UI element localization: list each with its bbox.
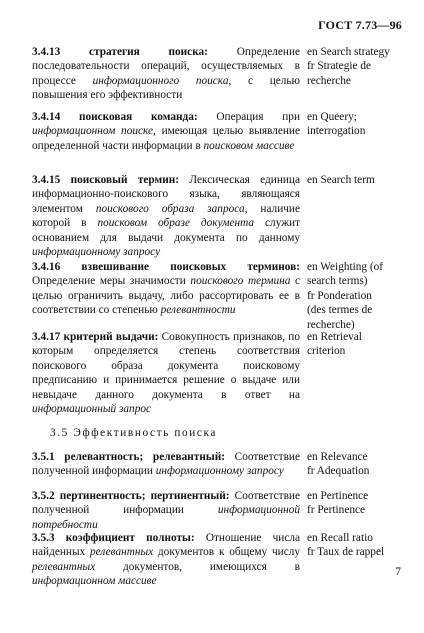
term-reference: релевантных (32, 560, 96, 573)
term-reference: релевантности (160, 304, 236, 317)
equivalent-line: interrogation (307, 125, 366, 138)
term-definition: 3.4.15 поисковый термин: Лексическая единица информационно-поискового языка, являющаяся элементом поискового образа запроса, наличие которой в поисковом образе документа служит основанием для выдачи документа по данному информационному запросу (32, 174, 300, 259)
term-reference: поисковом образе документа (97, 217, 255, 230)
term-definition: 3.4.13 стратегия поиска: Определение последовательности операций, осуществляемых в процессе информационного поиска, с целью повышения его эффективности (32, 46, 300, 102)
equivalent-line: en Recall ratio (307, 532, 373, 544)
equivalent-line: en Weighting (of (307, 261, 384, 273)
term-heading: 3.5.2 пертинентность; пертинентный: (32, 490, 230, 502)
term-definition: 3.5.1 релевантность; релевантный: Соответствие полученной информации информационному запросу (32, 451, 300, 478)
equivalent-line: recherche (307, 74, 351, 87)
page-number: 7 (395, 566, 401, 578)
term-reference: информационному запросу (155, 465, 284, 478)
equivalent-line: fr Adequation (307, 465, 370, 478)
term-reference: информационном поиске (32, 125, 154, 138)
equivalent-line: search terms) (307, 275, 368, 288)
term-heading: 3.4.14 поисковая команда: (32, 111, 198, 123)
foreign-equivalents (307, 531, 413, 560)
term-reference: поисковом массиве (203, 139, 295, 152)
term-reference: информационной потребности (32, 504, 300, 531)
equivalent-line: fr Strategie de (307, 60, 371, 73)
document-header: ГОСТ 7.73—96 (318, 18, 402, 32)
term-definition: 3.4.17 критерий выдачи: Совокупность признаков, по которым определяется степень соответствия поискового образа документа поисковому предписанию и принимается решение о выдаче или невыдаче данного документа в ответ на информационный запрос (32, 331, 301, 416)
term-reference: информационного поиска (92, 74, 229, 87)
term-reference: релевантных (90, 546, 154, 559)
term-definition: 3.4.16 взвешивание поисковых терминов: Определение меры значимости поискового термина с целью ограничить выдачу, либо рассортировать ее в соответствии со степенью релевантности (32, 261, 301, 317)
foreign-equivalents (307, 173, 413, 187)
equivalent-line: en Search strategy (307, 46, 390, 58)
foreign-equivalents (307, 330, 413, 359)
equivalent-line: fr Ponderation (307, 289, 372, 302)
term-reference: поискового термина (190, 275, 291, 288)
term-reference: информационному запросу (32, 246, 161, 259)
equivalent-line: en Relevance (307, 451, 368, 463)
foreign-equivalents (307, 260, 413, 332)
foreign-equivalents (307, 110, 413, 139)
section-heading: 3.5 Эффективность поиска (50, 427, 218, 439)
term-reference: информационном массиве (32, 575, 157, 588)
term-reference: поискового образа запроса (95, 202, 245, 215)
term-definition: 3.5.3 коэффициент полноты: Отношение числа найденных релевантных документов к общему числу релевантных документов, имеющихся в информационном массиве (32, 532, 301, 588)
equivalent-line: en Queery; (307, 111, 357, 123)
equivalent-line: fr Taux de rappel (307, 546, 385, 559)
term-heading: 3.4.16 взвешивание поисковых терминов: (32, 261, 300, 273)
term-heading: 3.5.1 релевантность; релевантный: (32, 451, 225, 463)
equivalent-line: en Retrieval (307, 331, 362, 343)
term-definition: 3.5.2 пертинентность; пертинентный: Соответствие полученной информации информационной потребности (32, 490, 300, 531)
term-heading: 3.5.3 коэффициент полноты: (32, 532, 195, 544)
foreign-equivalents (307, 489, 413, 518)
term-reference: информационный запрос (32, 403, 152, 416)
equivalent-line: en Search term (307, 174, 375, 186)
term-heading: 3.4.15 поисковый термин: (32, 174, 180, 186)
equivalent-line: fr Pertinence (307, 504, 366, 517)
foreign-equivalents (307, 450, 413, 479)
term-definition: 3.4.14 поисковая команда: Операция при информационном поиске, имеющая целью выявление определенной части информации в поисковом массиве (32, 111, 301, 152)
term-heading: 3.4.17 критерий выдачи: (32, 331, 159, 343)
equivalent-line: criterion (307, 345, 346, 358)
equivalent-line: en Pertinence (307, 490, 369, 502)
equivalent-line: (des termes de (307, 304, 373, 317)
term-heading: 3.4.13 стратегия поиска: (32, 46, 208, 58)
equivalent-line: recherche) (307, 318, 355, 331)
foreign-equivalents (307, 45, 413, 88)
